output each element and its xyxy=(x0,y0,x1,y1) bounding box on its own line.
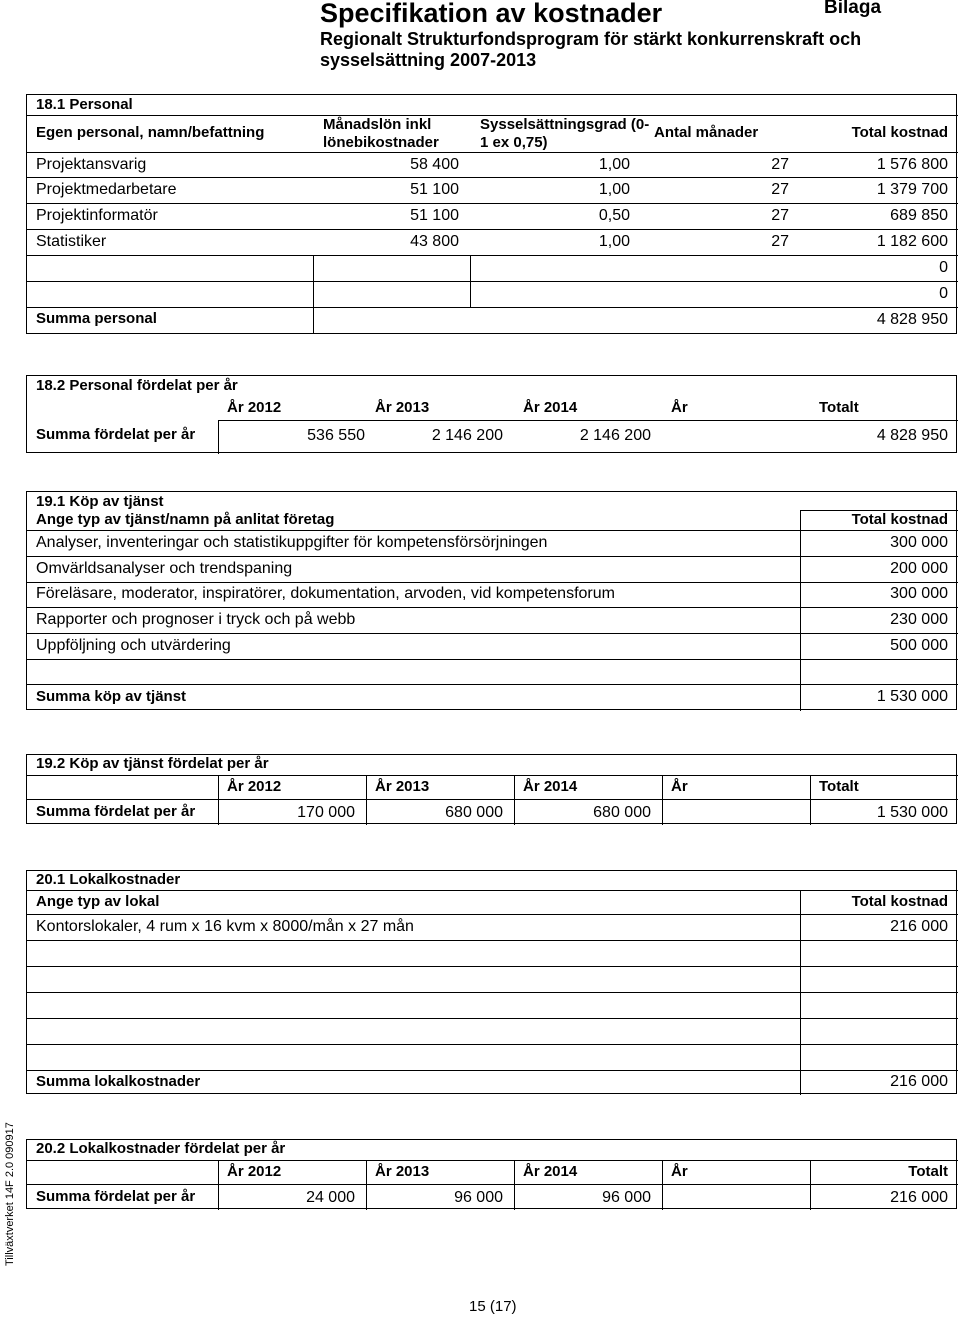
year-header: År 2013 xyxy=(375,778,430,795)
services-sum-label: Summa köp av tjänst xyxy=(36,688,187,705)
col-header-premises-name: Ange typ av lokal xyxy=(36,893,160,910)
service-name: Omvärldsanalyser och trendspaning xyxy=(36,560,293,577)
col-header-service-name: Ange typ av tjänst/namn på anlitat företag xyxy=(36,511,335,528)
year-value: 2 146 200 xyxy=(431,427,503,444)
service-total: 300 000 xyxy=(890,534,948,551)
personal-years-table xyxy=(26,375,957,453)
service-name: Föreläsare, moderator, inspiratörer, dokumentation, arvoden, vid kompetensforum xyxy=(36,585,615,602)
personal-rate: 1,00 xyxy=(598,233,630,250)
year-header: År 2012 xyxy=(227,1163,282,1180)
year-header: Totalt xyxy=(908,1163,948,1180)
personal-total: 0 xyxy=(939,285,948,302)
premises-total: 216 000 xyxy=(890,918,948,935)
col-header-premises-total: Total kostnad xyxy=(851,893,948,910)
personal-months: 27 xyxy=(771,207,789,224)
personal-rate: 1,00 xyxy=(598,181,630,198)
year-header: År 2014 xyxy=(523,1163,578,1180)
year-header: År 2014 xyxy=(523,778,578,795)
year-header: År 2013 xyxy=(375,1163,430,1180)
year-value: 170 000 xyxy=(297,804,355,821)
personal-months: 27 xyxy=(771,156,789,173)
year-header: Totalt xyxy=(819,399,859,416)
section-title-personal: 18.1 Personal xyxy=(36,96,133,113)
personal-sum-value: 4 828 950 xyxy=(876,311,948,328)
personal-salary: 43 800 xyxy=(410,233,459,250)
year-header: År 2014 xyxy=(523,399,578,416)
service-total: 500 000 xyxy=(890,637,948,654)
personal-rate: 1,00 xyxy=(598,156,630,173)
year-value: 680 000 xyxy=(445,804,503,821)
personal-total: 689 850 xyxy=(890,207,948,224)
services-sum-value: 1 530 000 xyxy=(876,688,948,705)
personal-rate: 0,50 xyxy=(598,207,630,224)
section-title-premises: 20.1 Lokalkostnader xyxy=(36,871,181,888)
personal-months: 27 xyxy=(771,233,789,250)
premises-years-table xyxy=(26,1139,957,1209)
year-value: 216 000 xyxy=(890,1189,948,1206)
service-total: 200 000 xyxy=(890,560,948,577)
col-header-total: Total kostnad xyxy=(851,124,948,141)
personal-total: 1 576 800 xyxy=(876,156,948,173)
year-value: 2 146 200 xyxy=(579,427,651,444)
year-header: År xyxy=(671,778,688,795)
personal-name: Projektmedarbetare xyxy=(36,181,177,198)
year-value: 536 550 xyxy=(307,427,365,444)
col-header-months: Antal månader xyxy=(654,124,759,141)
personal-name: Projektinformatör xyxy=(36,207,158,224)
section-title-services-years: 19.2 Köp av tjänst fördelat per år xyxy=(36,755,269,772)
service-name: Analyser, inventeringar och statistikuppgifter för kompetensförsörjningen xyxy=(36,534,548,551)
personal-total: 1 182 600 xyxy=(876,233,948,250)
year-value: 1 530 000 xyxy=(876,804,948,821)
page-number: 15 (17) xyxy=(469,1298,517,1315)
year-header: År 2012 xyxy=(227,778,282,795)
personal-total: 0 xyxy=(939,259,948,276)
personal-salary: 51 100 xyxy=(410,207,459,224)
year-header: Totalt xyxy=(819,778,859,795)
col-header-salary: Månadslön inkl lönebikostnader xyxy=(323,116,439,151)
year-value: 24 000 xyxy=(306,1189,355,1206)
service-total: 300 000 xyxy=(890,585,948,602)
year-value: 96 000 xyxy=(454,1189,503,1206)
service-name: Uppföljning och utvärdering xyxy=(36,637,231,654)
section-title-premises-years: 20.2 Lokalkostnader fördelat per år xyxy=(36,1140,286,1157)
col-header-service-total: Total kostnad xyxy=(851,511,948,528)
premises-sum-value: 216 000 xyxy=(890,1073,948,1090)
personal-months: 27 xyxy=(771,181,789,198)
personal-name: Projektansvarig xyxy=(36,156,147,173)
personal-total: 1 379 700 xyxy=(876,181,948,198)
personal-salary: 51 100 xyxy=(410,181,459,198)
year-value: 96 000 xyxy=(602,1189,651,1206)
year-value: 680 000 xyxy=(593,804,651,821)
bilaga-label: Bilaga xyxy=(824,0,882,18)
services-table xyxy=(26,491,957,710)
personal-table xyxy=(26,94,957,334)
col-header-rate: Sysselsättningsgrad (0-1 ex 0,75) xyxy=(480,116,650,151)
premises-years-sum-label: Summa fördelat per år xyxy=(36,1188,196,1205)
col-header-name: Egen personal, namn/befattning xyxy=(36,124,265,141)
premises-sum-label: Summa lokalkostnader xyxy=(36,1073,201,1090)
section-title-services: 19.1 Köp av tjänst xyxy=(36,493,164,510)
year-header: År xyxy=(671,1163,688,1180)
year-header: År 2012 xyxy=(227,399,282,416)
personal-sum-label: Summa personal xyxy=(36,310,157,327)
premises-table xyxy=(26,870,957,1094)
service-name: Rapporter och prognoser i tryck och på webb xyxy=(36,611,356,628)
services-years-sum-label: Summa fördelat per år xyxy=(36,803,196,820)
premises-name: Kontorslokaler, 4 rum x 16 kvm x 8000/mån x 27 mån xyxy=(36,918,414,935)
services-years-table xyxy=(26,754,957,824)
personal-name: Statistiker xyxy=(36,233,107,250)
form-version-label: Tillväxtverket 14F 2.0 090917 xyxy=(4,1122,16,1266)
personal-salary: 58 400 xyxy=(410,156,459,173)
personal-years-sum-label: Summa fördelat per år xyxy=(36,426,196,443)
service-total: 230 000 xyxy=(890,611,948,628)
page-title: Specifikation av kostnader xyxy=(320,0,663,28)
section-title-personal-years: 18.2 Personal fördelat per år xyxy=(36,377,238,394)
year-header: År xyxy=(671,399,688,416)
year-value: 4 828 950 xyxy=(876,427,948,444)
page-subtitle: Regionalt Strukturfondsprogram för stärkt konkurrenskraft och sysselsättning 2007-2013 xyxy=(320,29,862,70)
year-header: År 2013 xyxy=(375,399,430,416)
